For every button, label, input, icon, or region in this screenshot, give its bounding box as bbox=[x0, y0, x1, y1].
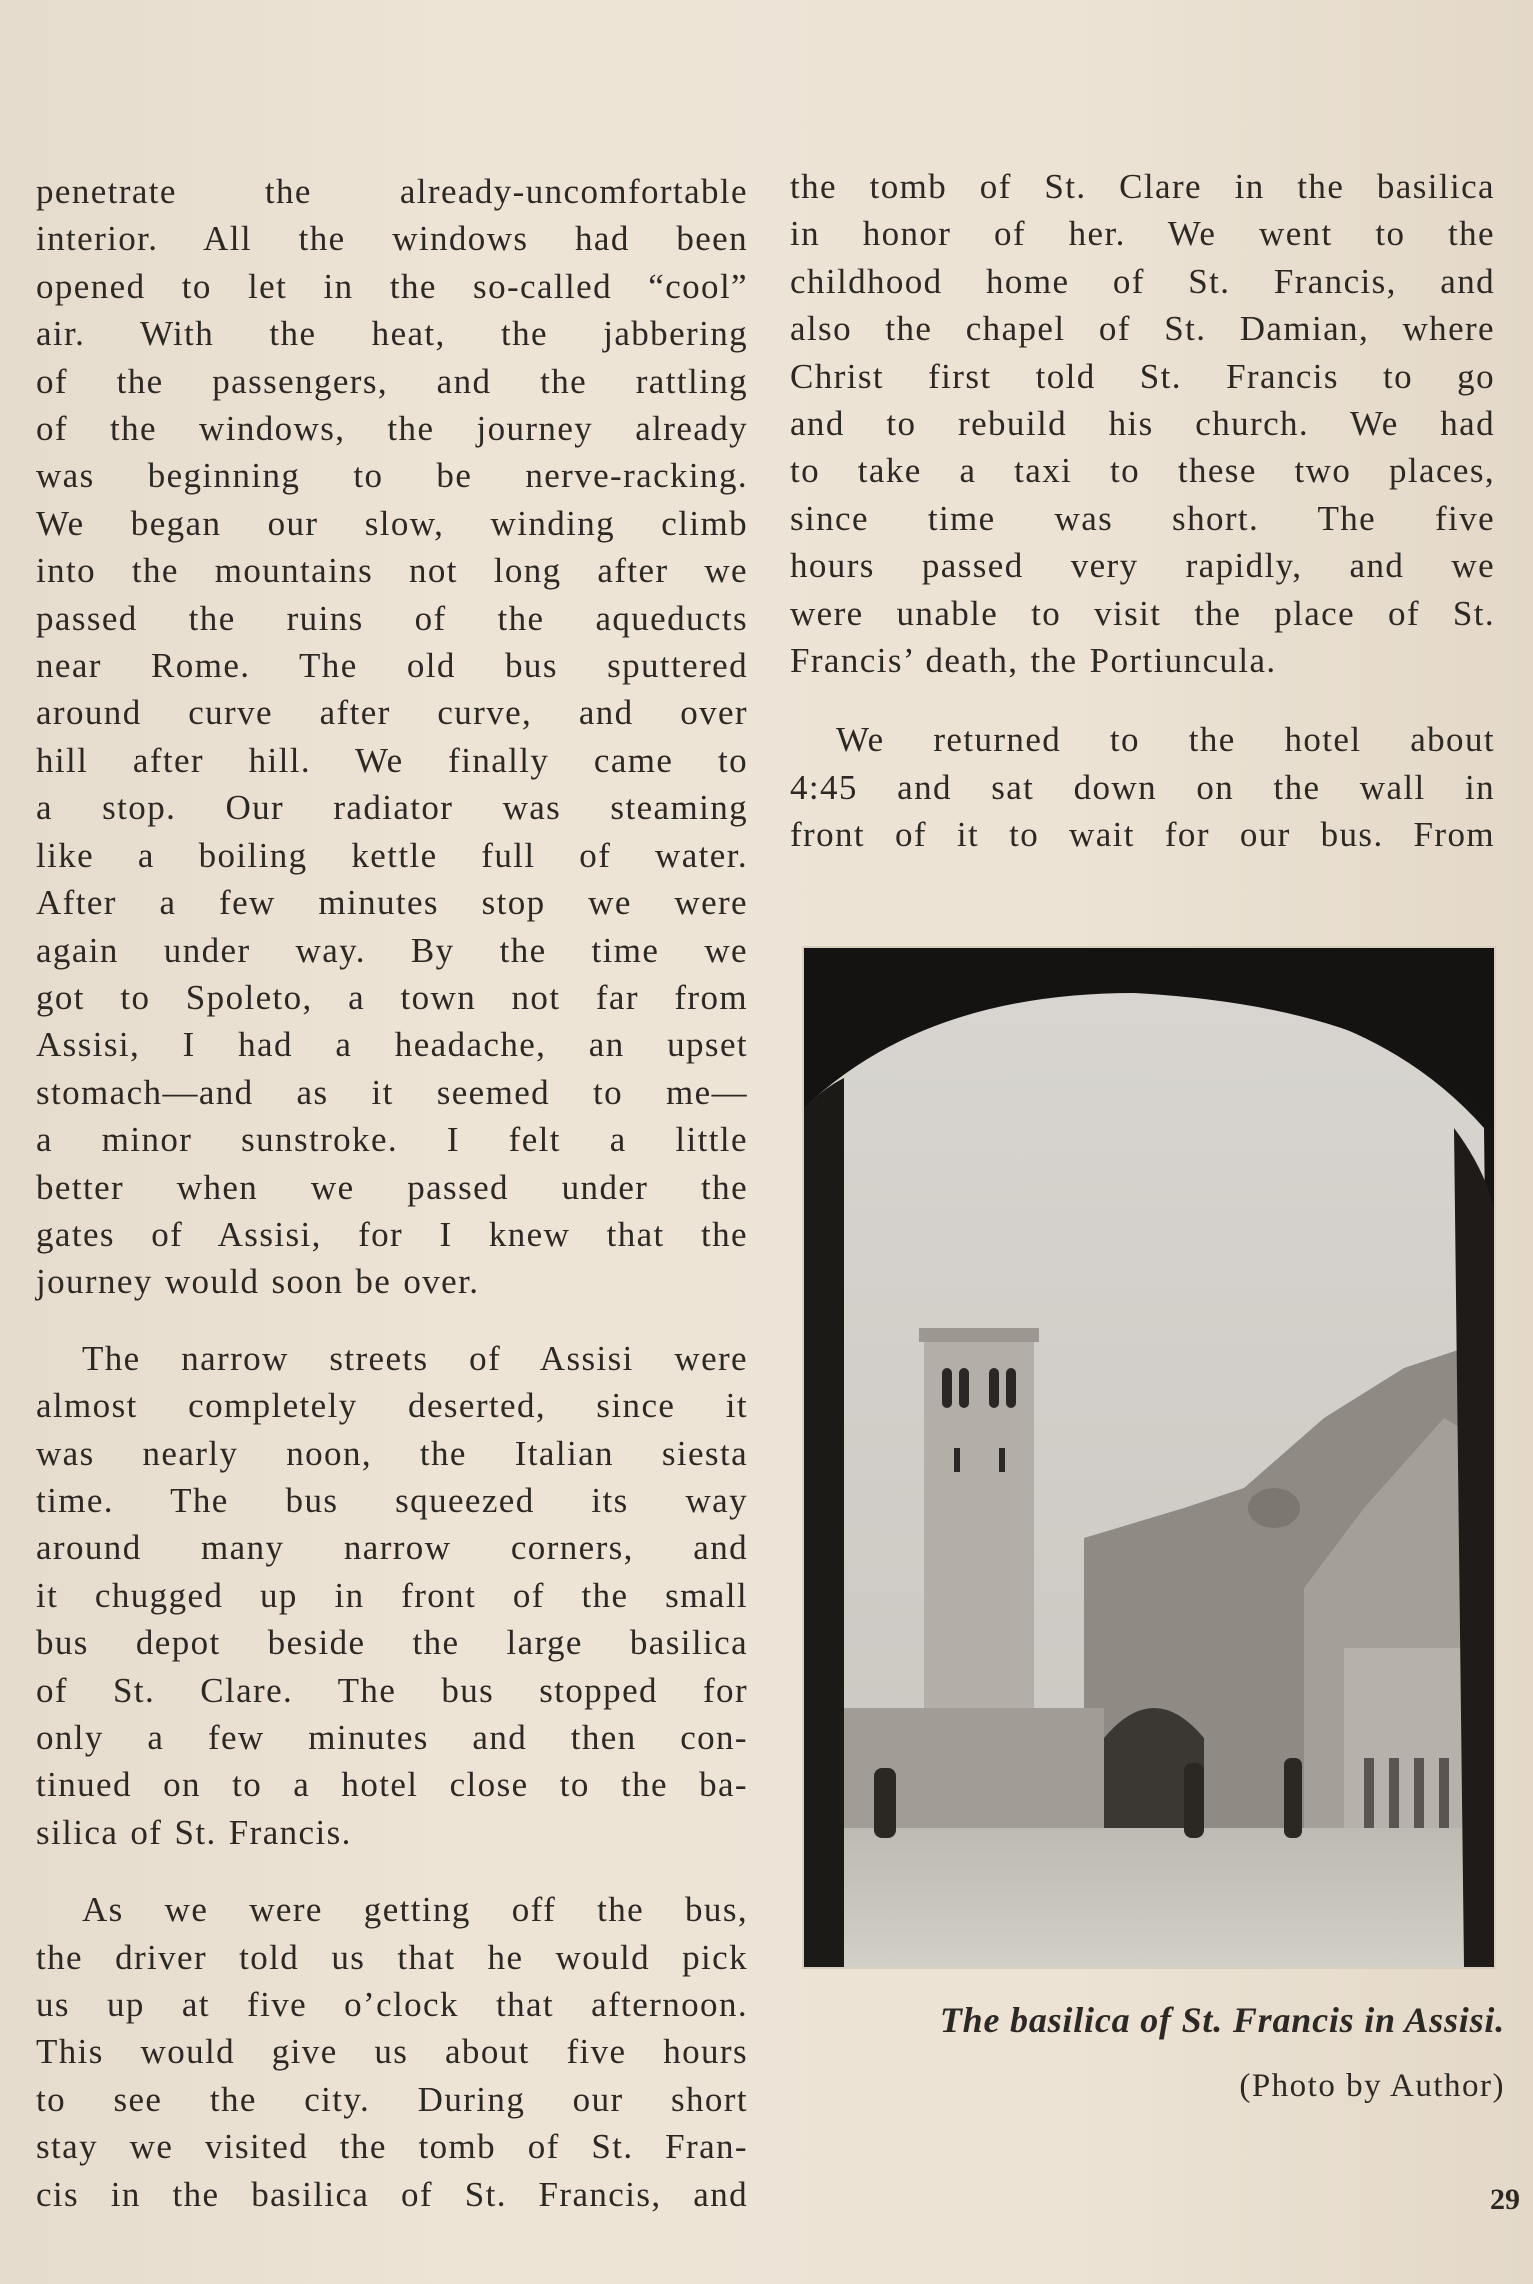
text-line: We returned to the hotel about bbox=[836, 720, 1495, 760]
text-line: near Rome. The old bus sputtered bbox=[36, 646, 748, 686]
page-number: 29 bbox=[1490, 2183, 1520, 2216]
text-line: of the windows, the journey already bbox=[36, 409, 748, 449]
text-line: stay we visited the tomb of St. Fran- bbox=[36, 2127, 748, 2167]
text-line: around many narrow corners, and bbox=[36, 1528, 748, 1568]
text-line: interior. All the windows had been bbox=[36, 219, 748, 259]
text-line: hours passed very rapidly, and we bbox=[790, 546, 1495, 586]
text-line: us up at five o’clock that afternoon. bbox=[36, 1985, 748, 2025]
text-line: also the chapel of St. Damian, where bbox=[790, 309, 1495, 349]
text-line: a minor sunstroke. I felt a little bbox=[36, 1120, 748, 1160]
text-line: As we were getting off the bus, bbox=[82, 1890, 748, 1930]
text-line: The narrow streets of Assisi were bbox=[82, 1338, 748, 1378]
text-line: time. The bus squeezed its way bbox=[36, 1480, 748, 1520]
text-line: Assisi, I had a headache, an upset bbox=[36, 1025, 748, 1065]
right-column bbox=[790, 163, 1495, 859]
text-line: bus depot beside the large basilica bbox=[36, 1623, 748, 1663]
text-line: the tomb of St. Clare in the basilica bbox=[790, 167, 1495, 206]
paragraph-3 bbox=[36, 1886, 748, 2218]
text-line: hill after hill. We finally came to bbox=[36, 740, 748, 780]
text-line: into the mountains not long after we bbox=[36, 551, 748, 591]
text-line: front of it to wait for our bus. From bbox=[790, 815, 1495, 855]
text-line: Christ first told St. Francis to go bbox=[790, 356, 1495, 396]
paragraph-4 bbox=[790, 163, 1495, 684]
text-line: tinued on to a hotel close to the ba- bbox=[36, 1765, 748, 1805]
text-line: again under way. By the time we bbox=[36, 930, 748, 970]
text-line: We began our slow, winding climb bbox=[36, 503, 748, 543]
text-line: to see the city. During our short bbox=[36, 2079, 748, 2119]
text-line: to take a taxi to these two places, bbox=[790, 451, 1495, 491]
text-line: 4:45 and sat down on the wall in bbox=[790, 767, 1495, 807]
photo-caption: The basilica of St. Francis in Assisi. bbox=[939, 2000, 1505, 2040]
text-line: was nearly noon, the Italian siesta bbox=[36, 1433, 748, 1473]
text-line: only a few minutes and then con- bbox=[36, 1718, 748, 1757]
text-line: almost completely deserted, since it bbox=[36, 1386, 748, 1426]
text-line: it chugged up in front of the small bbox=[36, 1575, 748, 1615]
text-line: stomach—and as it seemed to me— bbox=[36, 1072, 748, 1112]
text-line: of the passengers, and the rattling bbox=[36, 361, 748, 401]
text-line: penetrate the already-uncomfortable bbox=[36, 172, 748, 211]
text-line: the driver told us that he would pick bbox=[36, 1937, 748, 1977]
paragraph-1 bbox=[36, 168, 748, 1306]
text-line: a stop. Our radiator was steaming bbox=[36, 788, 748, 828]
text-line: cis in the basilica of St. Francis, and bbox=[36, 2174, 748, 2214]
text-line: of St. Clare. The bus stopped for bbox=[36, 1670, 748, 1710]
text-line: were unable to visit the place of St. bbox=[790, 593, 1495, 633]
left-column bbox=[36, 168, 748, 2218]
text-line: journey would soon be over. bbox=[36, 1262, 480, 1302]
text-line: Francis’ death, the Portiuncula. bbox=[790, 641, 1277, 681]
text-line: and to rebuild his church. We had bbox=[790, 404, 1495, 444]
paragraph-5 bbox=[790, 716, 1495, 858]
text-line: like a boiling kettle full of water. bbox=[36, 835, 748, 875]
text-line: was beginning to be nerve-racking. bbox=[36, 456, 748, 496]
text-line: After a few minutes stop we were bbox=[36, 883, 748, 923]
text-line: This would give us about five hours bbox=[36, 2032, 748, 2072]
text-line: got to Spoleto, a town not far from bbox=[36, 977, 748, 1017]
text-line: gates of Assisi, for I knew that the bbox=[36, 1214, 748, 1254]
text-line: passed the ruins of the aqueducts bbox=[36, 598, 748, 638]
text-line: better when we passed under the bbox=[36, 1167, 748, 1207]
text-line: since time was short. The five bbox=[790, 498, 1495, 538]
text-line: air. With the heat, the jabbering bbox=[36, 314, 748, 354]
text-line: opened to let in the so-called “cool” bbox=[36, 266, 748, 306]
text-line: childhood home of St. Francis, and bbox=[790, 261, 1495, 301]
text-line: around curve after curve, and over bbox=[36, 693, 748, 733]
paragraph-2 bbox=[36, 1335, 748, 1856]
basilica-photo bbox=[804, 948, 1494, 1967]
text-line: silica of St. Francis. bbox=[36, 1812, 352, 1852]
photo-credit: (Photo by Author) bbox=[1239, 2068, 1505, 2104]
text-line: in honor of her. We went to the bbox=[790, 214, 1495, 254]
